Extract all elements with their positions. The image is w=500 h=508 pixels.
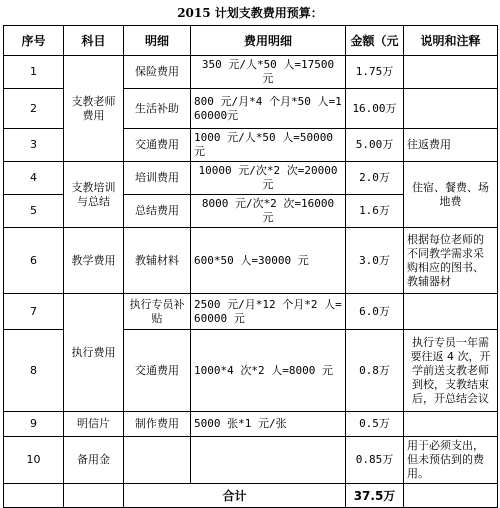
total-empty-cell: [4, 484, 64, 508]
table-row: [4, 228, 498, 294]
detail-cell: 8000 元/次*2 次=16000 元: [191, 195, 346, 228]
detail-cell: 1000 元/人*50 人=50000元: [191, 129, 346, 162]
item-cell: [124, 437, 191, 484]
item-cell: 培训费用: [124, 162, 191, 195]
amount-cell: 5.00万: [346, 129, 404, 162]
detail-cell: 10000 元/次*2 次=20000 元: [191, 162, 346, 195]
row-no: 8: [4, 330, 64, 412]
row-no: 4: [4, 162, 64, 195]
budget-table: [3, 25, 498, 508]
header-subject: 科目: [64, 26, 124, 56]
detail-cell: 600*50 人=30000 元: [191, 228, 346, 294]
item-cell: 总结费用: [124, 195, 191, 228]
note-cell: 住宿、餐费、场地费: [404, 162, 498, 228]
table-row: [4, 162, 498, 195]
header-item: 明细: [124, 26, 191, 56]
note-cell: 根据每位老师的不同教学需求采购相应的图书、教辅器材: [404, 228, 498, 294]
detail-cell: 5000 张*1 元/张: [191, 412, 346, 437]
row-no: 3: [4, 129, 64, 162]
row-no: 5: [4, 195, 64, 228]
note-cell: 用于必须支出，但未预估到的费用。: [404, 437, 498, 484]
row-no: 2: [4, 89, 64, 129]
document-title: 2015 计划支教费用预算：: [177, 6, 323, 20]
item-cell: 保险费用: [124, 56, 191, 89]
row-no: 6: [4, 228, 64, 294]
note-cell: 执行专员一年需要往返 4 次，开学前送支教老师到校，支教结束后，开总结会议: [404, 330, 498, 412]
table-row: [4, 437, 498, 484]
amount-cell: 0.8万: [346, 330, 404, 412]
detail-cell: 1000*4 次*2 人=8000 元: [191, 330, 346, 412]
subject-cell: 备用金: [64, 437, 124, 484]
amount-cell: 1.6万: [346, 195, 404, 228]
row-no: 7: [4, 294, 64, 330]
total-amount: 37.5万: [346, 484, 404, 508]
amount-cell: 6.0万: [346, 294, 404, 330]
total-row: [4, 484, 498, 508]
item-cell: 教辅材料: [124, 228, 191, 294]
header-no: 序号: [4, 26, 64, 56]
subject-cell: 支教老师费用: [64, 56, 124, 162]
item-cell: 生活补助: [124, 89, 191, 129]
detail-cell: [191, 437, 346, 484]
total-empty-cell: [404, 484, 498, 508]
header-row: [4, 26, 498, 56]
total-label: 合计: [124, 484, 346, 508]
row-no: 1: [4, 56, 64, 89]
header-detail: 费用明细: [191, 26, 346, 56]
amount-cell: 0.5万: [346, 412, 404, 437]
subject-cell: 支教培训与总结: [64, 162, 124, 228]
row-no: 9: [4, 412, 64, 437]
note-cell: [404, 412, 498, 437]
subject-cell: 明信片: [64, 412, 124, 437]
item-cell: 制作费用: [124, 412, 191, 437]
table-row: [4, 56, 498, 89]
amount-cell: 2.0万: [346, 162, 404, 195]
header-note: 说明和注释: [404, 26, 498, 56]
note-cell: 往返费用: [404, 129, 498, 162]
subject-cell: 执行费用: [64, 294, 124, 412]
item-cell: 执行专员补贴: [124, 294, 191, 330]
item-cell: 交通费用: [124, 330, 191, 412]
row-no: 10: [4, 437, 64, 484]
amount-cell: 3.0万: [346, 228, 404, 294]
amount-cell: 0.85万: [346, 437, 404, 484]
detail-cell: 800 元/月*4 个月*50 人=160000元: [191, 89, 346, 129]
note-cell: [404, 294, 498, 330]
note-cell: [404, 89, 498, 129]
table-row: [4, 412, 498, 437]
total-empty-cell: [64, 484, 124, 508]
note-cell: [404, 56, 498, 89]
amount-cell: 1.75万: [346, 56, 404, 89]
detail-cell: 350 元/人*50 人=17500 元: [191, 56, 346, 89]
header-amount: 金额（元: [346, 26, 404, 56]
item-cell: 交通费用: [124, 129, 191, 162]
detail-cell: 2500 元/月*12 个月*2 人=60000 元: [191, 294, 346, 330]
table-row: [4, 294, 498, 330]
amount-cell: 16.00万: [346, 89, 404, 129]
subject-cell: 教学费用: [64, 228, 124, 294]
